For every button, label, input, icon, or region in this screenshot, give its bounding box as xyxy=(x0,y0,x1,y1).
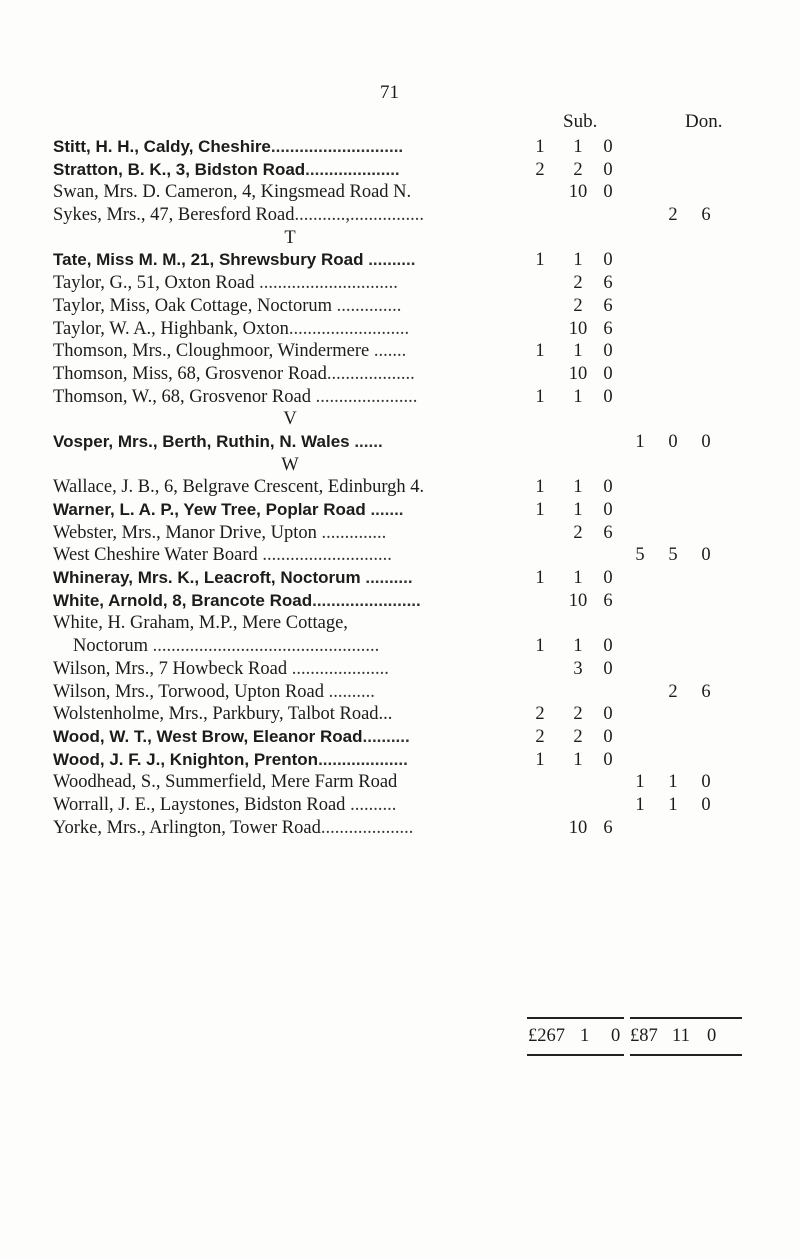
subscriber-row xyxy=(0,703,800,726)
sub-pence: 0 xyxy=(603,704,613,725)
leader-dots: ..................... xyxy=(287,658,389,679)
subscriber-name-text: Vosper, Mrs., Berth, Ruthin, N. Wales xyxy=(53,431,350,451)
subscriber-name xyxy=(53,612,528,635)
don-total-shillings: 11 xyxy=(672,1026,690,1046)
sub-pence: 0 xyxy=(603,477,613,498)
subscriber-name xyxy=(53,272,528,295)
sub-pounds: 1 xyxy=(535,137,545,157)
subscriber-name xyxy=(53,567,528,590)
subscriber-row xyxy=(0,272,800,295)
donation-column-header: Don. xyxy=(685,111,723,132)
subscriber-row xyxy=(0,544,800,567)
sub-pounds: 1 xyxy=(535,568,545,589)
subscriber-row xyxy=(0,817,800,840)
leader-dots: ............................ xyxy=(257,545,392,566)
don-shillings: 1 xyxy=(668,772,678,793)
totals-row xyxy=(0,1024,800,1048)
subscriber-name-text: Worrall, J. E., Laystones, Bidston Road xyxy=(53,794,346,815)
subscriber-name xyxy=(53,817,528,840)
sub-shillings: 2 xyxy=(573,273,583,294)
subscriber-name-text: Noctorum xyxy=(73,636,149,657)
sub-shillings: 10 xyxy=(568,817,588,838)
sub-pence: 6 xyxy=(603,295,613,316)
leader-dots: .......... xyxy=(362,726,410,746)
sub-shillings: 10 xyxy=(568,363,588,384)
subscriber-row xyxy=(0,431,800,454)
subscriber-name xyxy=(53,703,528,726)
subscriber-name xyxy=(53,136,528,159)
subscriber-row xyxy=(0,794,800,817)
sub-pence: 6 xyxy=(603,590,613,611)
subscriber-name xyxy=(53,340,528,363)
subscriber-row xyxy=(0,658,800,681)
subscriber-name xyxy=(53,159,528,182)
don-pence: 0 xyxy=(701,431,711,452)
sub-shillings: 1 xyxy=(573,386,583,407)
subscriber-name-text: Swan, Mrs. D. Cameron, 4, Kingsmead Road N. xyxy=(53,182,412,203)
subscriber-name-text: Stratton, B. K., 3, Bidston Road xyxy=(53,159,306,179)
subscriber-name xyxy=(53,476,528,499)
subscriber-name xyxy=(53,794,528,817)
subscriber-row xyxy=(0,522,800,545)
subscriber-name xyxy=(53,590,528,613)
sub-pounds: 1 xyxy=(535,500,545,520)
leader-dots: .......... xyxy=(363,250,416,270)
subscriber-name xyxy=(53,544,528,567)
don-shillings: 1 xyxy=(668,794,678,815)
subscriber-name-text: Wilson, Mrs., 7 Howbeck Road xyxy=(53,658,288,679)
subscriber-name xyxy=(53,181,528,204)
sub-pence: 0 xyxy=(603,636,613,657)
sub-pounds: 1 xyxy=(535,477,545,498)
subscriber-name xyxy=(53,204,528,227)
don-pence: 6 xyxy=(701,681,711,702)
sub-pence: 6 xyxy=(603,273,613,294)
subscriber-name-text: Taylor, G., 51, Oxton Road xyxy=(53,273,255,294)
don-shillings: 5 xyxy=(668,545,678,566)
leader-dots: ....................... xyxy=(312,590,421,610)
don-pounds: 1 xyxy=(635,794,645,815)
subscriber-row xyxy=(0,159,800,182)
subscriber-row xyxy=(0,726,800,749)
subscriber-name xyxy=(53,522,528,545)
subscriber-name-text: Wood, W. T., West Brow, Eleanor Road xyxy=(53,726,363,746)
sub-pence: 0 xyxy=(603,500,613,520)
subscriber-list xyxy=(0,136,800,839)
sub-pounds: 1 xyxy=(535,749,545,770)
subscriber-name xyxy=(53,295,528,318)
don-shillings: 2 xyxy=(668,205,678,226)
sub-pence: 0 xyxy=(603,386,613,407)
subscriber-name xyxy=(53,431,528,454)
sub-pence: 6 xyxy=(603,318,613,339)
section-letter-text: T xyxy=(284,227,296,248)
subscriber-name xyxy=(53,318,528,341)
subscriber-row xyxy=(0,386,800,409)
leader-dots: ................... xyxy=(326,363,415,384)
sub-pounds: 1 xyxy=(535,250,545,271)
section-letter xyxy=(0,408,800,431)
subscriber-name xyxy=(53,681,528,704)
leader-dots: .................... xyxy=(320,817,414,838)
subscriber-name xyxy=(53,749,528,772)
subscriber-row xyxy=(0,681,800,704)
column-headers xyxy=(0,111,800,137)
sub-shillings: 2 xyxy=(573,726,583,747)
subscriber-name-text: Thomson, W., 68, Grosvenor Road xyxy=(53,386,311,407)
subscriber-name-text: Taylor, W. A., Highbank, Oxton xyxy=(53,318,289,339)
don-total-rule-top xyxy=(630,1017,742,1019)
subscriber-name-text: Wilson, Mrs., Torwood, Upton Road xyxy=(53,681,325,702)
subscriber-name xyxy=(53,386,528,409)
subscriber-row xyxy=(0,567,800,590)
subscriber-name xyxy=(53,771,528,794)
sub-pounds: 1 xyxy=(535,386,545,407)
don-total-pounds: £87 xyxy=(630,1026,658,1046)
sub-shillings: 2 xyxy=(573,159,583,180)
subscriber-name-text: White, Arnold, 8, Brancote Road xyxy=(53,590,313,610)
subscriber-row xyxy=(0,612,800,635)
subscriber-row xyxy=(0,204,800,227)
leader-dots: ................................................. xyxy=(148,636,380,657)
sub-pence: 0 xyxy=(603,250,613,271)
sub-total-rule-bottom xyxy=(527,1054,624,1056)
sub-shillings: 10 xyxy=(568,590,588,611)
subscriber-name-text: Sykes, Mrs., 47, Beresford Road xyxy=(53,205,295,226)
subscriber-name-text: White, H. Graham, M.P., Mere Cottage, xyxy=(53,613,348,634)
sub-total-shillings: 1 xyxy=(580,1026,590,1046)
leader-dots: ............................ xyxy=(270,137,404,156)
don-total-pence: 0 xyxy=(707,1026,717,1046)
subscriber-name-text: Thomson, Miss, 68, Grosvenor Road xyxy=(53,363,327,384)
don-pence: 0 xyxy=(701,772,711,793)
subscriber-name-text: Wallace, J. B., 6, Belgrave Crescent, Edinburgh 4. xyxy=(53,477,425,498)
subscriber-row xyxy=(0,590,800,613)
subscriber-row xyxy=(0,318,800,341)
subscriber-name xyxy=(53,726,528,749)
leader-dots: .......... xyxy=(360,568,413,588)
leader-dots: .......... xyxy=(324,681,375,702)
don-shillings: 0 xyxy=(668,431,678,452)
section-letter-text: V xyxy=(283,409,297,430)
subscriber-name xyxy=(53,499,528,522)
sub-pounds: 1 xyxy=(535,341,545,362)
sub-shillings: 10 xyxy=(568,182,588,203)
leader-dots: .......................... xyxy=(288,318,410,339)
sub-pounds: 1 xyxy=(535,636,545,657)
sub-pounds: 2 xyxy=(535,704,545,725)
sub-total-pence: 0 xyxy=(611,1026,621,1046)
leader-dots: ....... xyxy=(365,500,404,519)
subscriber-name-text: Whineray, Mrs. K., Leacroft, Noctorum xyxy=(53,568,361,588)
sub-shillings: 2 xyxy=(573,704,583,725)
sub-shillings: 1 xyxy=(573,749,583,770)
leader-dots: .............. xyxy=(316,522,387,543)
subscriber-name xyxy=(73,635,548,658)
subscriber-name xyxy=(53,363,528,386)
subscriber-name-text: Yorke, Mrs., Arlington, Tower Road xyxy=(53,817,321,838)
subscriber-row xyxy=(0,499,800,522)
subscriber-row xyxy=(0,340,800,363)
sub-pence: 0 xyxy=(603,363,613,384)
sub-pence: 0 xyxy=(603,726,613,747)
sub-shillings: 1 xyxy=(573,250,583,271)
sub-shillings: 1 xyxy=(573,500,583,520)
leader-dots: ................... xyxy=(318,749,408,769)
sub-pence: 0 xyxy=(603,137,613,157)
don-pence: 0 xyxy=(701,545,711,566)
sub-pence: 0 xyxy=(603,568,613,589)
subscriber-row xyxy=(0,136,800,159)
subscriber-name-text: Woodhead, S., Summerfield, Mere Farm Road xyxy=(53,772,398,793)
don-pence: 0 xyxy=(701,794,711,815)
subscriber-name xyxy=(53,249,528,272)
subscriber-name-text: Warner, L. A. P., Yew Tree, Poplar Road xyxy=(53,500,366,519)
leader-dots: .............................. xyxy=(254,273,398,294)
subscriber-name-text: Thomson, Mrs., Cloughmoor, Windermere xyxy=(53,341,370,362)
sub-shillings: 1 xyxy=(573,137,583,157)
section-letter xyxy=(0,227,800,250)
sub-pence: 0 xyxy=(603,341,613,362)
subscriber-name-text: West Cheshire Water Board xyxy=(53,545,258,566)
page-number: 71 xyxy=(380,82,399,103)
subscriber-row xyxy=(0,363,800,386)
leader-dots: ...........,................ xyxy=(294,205,425,226)
subscriber-name-text: Taylor, Miss, Oak Cottage, Noctorum xyxy=(53,295,333,316)
subscriber-name-text: Tate, Miss M. M., 21, Shrewsbury Road xyxy=(53,250,364,270)
leader-dots: .................... xyxy=(305,159,400,179)
sub-pence: 6 xyxy=(603,522,613,543)
subscriber-name xyxy=(53,658,528,681)
sub-pounds: 2 xyxy=(535,726,545,747)
don-pence: 6 xyxy=(701,205,711,226)
sub-total-rule-top xyxy=(527,1017,624,1019)
sub-shillings: 1 xyxy=(573,341,583,362)
subscriber-name-text: Webster, Mrs., Manor Drive, Upton xyxy=(53,522,317,543)
sub-pence: 6 xyxy=(603,817,613,838)
sub-pence: 0 xyxy=(603,159,613,180)
section-letter xyxy=(0,454,800,477)
sub-shillings: 3 xyxy=(573,658,583,679)
sub-pence: 0 xyxy=(603,749,613,770)
sub-total-pounds: £267 xyxy=(528,1026,565,1046)
don-pounds: 1 xyxy=(635,772,645,793)
subscriber-row xyxy=(0,181,800,204)
don-pounds: 5 xyxy=(635,545,645,566)
subscriber-row xyxy=(0,771,800,794)
leader-dots: ...................... xyxy=(310,386,418,407)
subscriber-row xyxy=(0,635,800,658)
sub-pence: 0 xyxy=(603,182,613,203)
leader-dots: .............. xyxy=(332,295,402,316)
sub-shillings: 2 xyxy=(573,522,583,543)
leader-dots: ....... xyxy=(369,341,407,362)
subscription-column-header: Sub. xyxy=(563,111,598,132)
sub-shillings: 10 xyxy=(568,318,588,339)
section-letter-text: W xyxy=(281,454,299,475)
sub-shillings: 1 xyxy=(573,636,583,657)
leader-dots: .......... xyxy=(345,794,397,815)
sub-shillings: 2 xyxy=(573,295,583,316)
subscriber-row xyxy=(0,249,800,272)
sub-shillings: 1 xyxy=(573,477,583,498)
don-total-rule-bottom xyxy=(630,1054,742,1056)
don-pounds: 1 xyxy=(635,431,645,452)
subscriber-row xyxy=(0,749,800,772)
sub-pounds: 2 xyxy=(535,159,545,180)
leader-dots: ...... xyxy=(349,431,383,451)
subscriber-row xyxy=(0,295,800,318)
sub-pence: 0 xyxy=(603,658,613,679)
subscriber-name-text: Stitt, H. H., Caldy, Cheshire xyxy=(53,137,271,156)
don-shillings: 2 xyxy=(668,681,678,702)
subscriber-name-text: Wolstenholme, Mrs., Parkbury, Talbot Road... xyxy=(53,704,393,725)
sub-shillings: 1 xyxy=(573,568,583,589)
subscriber-name-text: Wood, J. F. J., Knighton, Prenton xyxy=(53,749,319,769)
subscriber-row xyxy=(0,476,800,499)
